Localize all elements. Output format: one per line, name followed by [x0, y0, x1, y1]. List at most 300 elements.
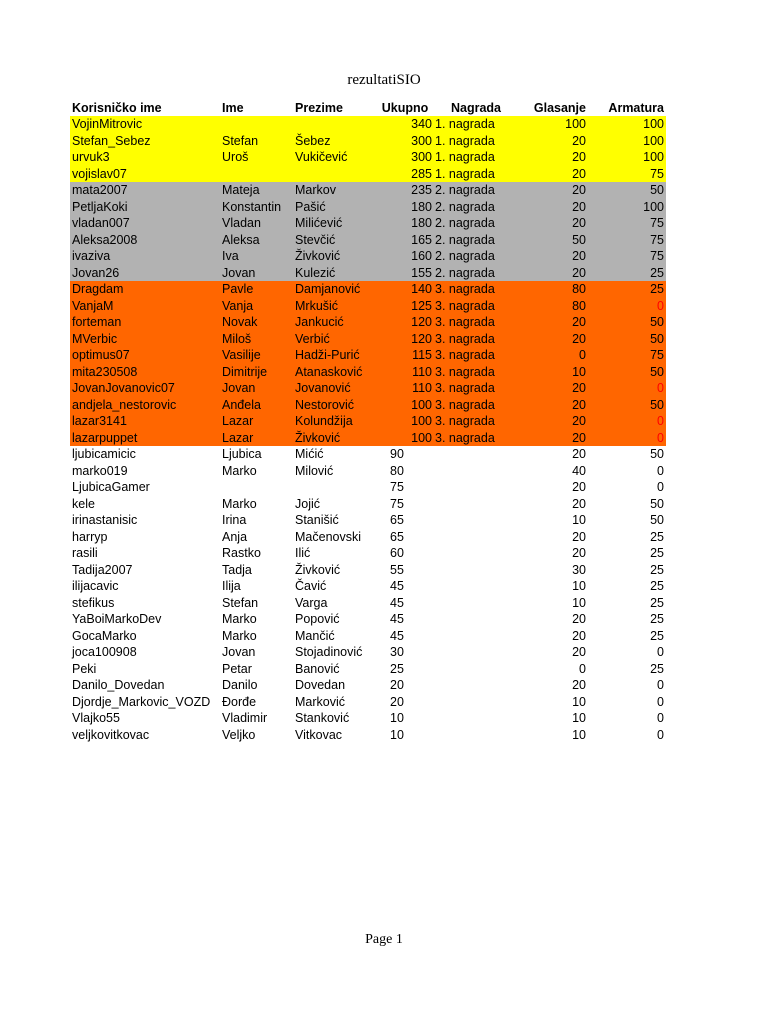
- cell-last-name: Damjanović: [293, 281, 376, 298]
- cell-first-name: Marko: [222, 612, 257, 626]
- cell-last-name: Stojadinović: [295, 645, 363, 659]
- cell-voting: 0: [516, 347, 588, 364]
- cell-username: GocaMarko: [72, 628, 137, 643]
- cell-armature: 25: [650, 628, 664, 643]
- cell-first-name: Ilija: [222, 579, 241, 593]
- cell-award: [434, 479, 516, 496]
- cell-last-name: Jojić: [295, 496, 321, 511]
- cell-username: PetljaKoki: [70, 199, 220, 216]
- header-username: Korisničko ime: [72, 100, 162, 115]
- cell-first-name: Lazar: [220, 413, 293, 430]
- cell-last-name: Banović: [295, 661, 340, 676]
- cell-voting: 20: [516, 215, 588, 232]
- cell-first-name: Jovan: [222, 645, 256, 659]
- cell-voting: 10: [572, 694, 586, 709]
- cell-first-name: Marko: [222, 496, 257, 511]
- cell-username: urvuk3: [70, 149, 220, 166]
- cell-total: 140: [376, 281, 434, 298]
- cell-award: 2. nagrada: [434, 265, 516, 282]
- cell-last-name: Pašić: [293, 199, 376, 216]
- cell-last-name: [293, 479, 376, 496]
- cell-voting: 20: [572, 546, 586, 560]
- cell-username: JovanJovanovic07: [70, 380, 220, 397]
- cell-award: 3. nagrada: [434, 331, 516, 348]
- cell-username: joca100908: [72, 645, 137, 659]
- cell-award: 3. nagrada: [434, 364, 516, 381]
- cell-voting: 50: [516, 232, 588, 249]
- table-row: [70, 562, 666, 579]
- cell-first-name: Pavle: [220, 281, 293, 298]
- cell-username: YaBoiMarkoDev: [72, 612, 162, 626]
- cell-first-name: Jovan: [220, 265, 293, 282]
- cell-voting: 20: [516, 413, 588, 430]
- cell-armature: 0: [657, 678, 664, 692]
- cell-username: lazar3141: [70, 413, 220, 430]
- cell-award: 3. nagrada: [434, 281, 516, 298]
- cell-armature: 0: [657, 711, 664, 725]
- cell-award: [434, 529, 516, 546]
- cell-award: [434, 694, 516, 711]
- cell-armature: 75: [588, 347, 666, 364]
- cell-armature: 50: [650, 447, 664, 461]
- cell-last-name: Milićević: [293, 215, 376, 232]
- table-row: [70, 694, 666, 711]
- header-voting: Glasanje: [533, 100, 586, 115]
- cell-username: kele: [72, 496, 95, 511]
- cell-award: 3. nagrada: [434, 380, 516, 397]
- cell-armature: 25: [650, 595, 664, 610]
- cell-username: Vlajko55: [72, 711, 120, 725]
- cell-voting: 0: [579, 661, 586, 676]
- cell-username: lazarpuppet: [70, 430, 220, 447]
- cell-armature: 50: [588, 397, 666, 414]
- cell-award: [434, 562, 516, 579]
- table-row: [70, 116, 666, 133]
- cell-voting: 20: [516, 248, 588, 265]
- cell-award: 2. nagrada: [434, 182, 516, 199]
- cell-last-name: Verbić: [293, 331, 376, 348]
- cell-armature: 25: [650, 562, 664, 577]
- cell-first-name: Mateja: [220, 182, 293, 199]
- cell-last-name: Mančić: [295, 628, 335, 643]
- cell-voting: 80: [516, 298, 588, 315]
- cell-award: 1. nagrada: [434, 149, 516, 166]
- cell-total: 20: [390, 678, 404, 692]
- cell-award: [434, 727, 516, 744]
- cell-total: 120: [376, 331, 434, 348]
- table-row: [70, 199, 666, 216]
- cell-last-name: Vitkovac: [295, 727, 343, 742]
- cell-last-name: Živković: [293, 248, 376, 265]
- cell-award: 3. nagrada: [434, 397, 516, 414]
- header-award: Nagrada: [450, 100, 502, 115]
- cell-last-name: Hadži-Purić: [293, 347, 376, 364]
- cell-first-name: Vladimir: [222, 711, 268, 725]
- table-row: [70, 529, 666, 546]
- cell-voting: 20: [516, 397, 588, 414]
- cell-voting: 10: [572, 513, 586, 527]
- cell-first-name: Đorđe: [222, 694, 257, 709]
- table-row: [70, 314, 666, 331]
- cell-total: 160: [376, 248, 434, 265]
- table-row: [70, 397, 666, 414]
- cell-total: 45: [390, 595, 404, 610]
- results-table: [70, 98, 666, 743]
- cell-last-name: Nestorović: [293, 397, 376, 414]
- cell-award: 3. nagrada: [434, 347, 516, 364]
- cell-username: rasili: [72, 546, 98, 560]
- cell-username: vojislav07: [70, 166, 220, 183]
- cell-last-name: Živković: [293, 430, 376, 447]
- table-row: [70, 331, 666, 348]
- cell-award: 3. nagrada: [434, 413, 516, 430]
- cell-total: 100: [376, 397, 434, 414]
- cell-voting: 40: [572, 463, 586, 478]
- cell-first-name: Stefan: [220, 133, 293, 150]
- cell-first-name: Anđela: [220, 397, 293, 414]
- cell-award: 3. nagrada: [434, 298, 516, 315]
- cell-armature: 0: [657, 480, 664, 494]
- cell-last-name: Jovanović: [293, 380, 376, 397]
- cell-armature: 25: [650, 579, 664, 593]
- cell-last-name: Čavić: [295, 579, 327, 593]
- cell-voting: 10: [572, 595, 586, 610]
- cell-username: optimus07: [70, 347, 220, 364]
- cell-award: [434, 578, 516, 595]
- cell-username: Dragdam: [70, 281, 220, 298]
- cell-username: Danilo_Dovedan: [72, 678, 165, 692]
- cell-armature: 100: [588, 149, 666, 166]
- cell-total: 125: [376, 298, 434, 315]
- cell-armature: 50: [650, 513, 664, 527]
- cell-last-name: Stanković: [295, 711, 350, 725]
- cell-total: 75: [390, 480, 404, 494]
- cell-first-name: Uroš: [220, 149, 293, 166]
- cell-total: 55: [390, 562, 404, 577]
- cell-first-name: Iva: [220, 248, 293, 265]
- document-title: rezultatiSIO: [347, 72, 421, 88]
- cell-armature: 0: [657, 463, 664, 478]
- cell-award: 1. nagrada: [434, 133, 516, 150]
- cell-armature: 50: [588, 314, 666, 331]
- cell-armature: 25: [650, 529, 664, 544]
- table-row: [70, 628, 666, 645]
- header-total: Ukupno: [381, 100, 429, 115]
- cell-last-name: Markov: [293, 182, 376, 199]
- table-row: [70, 463, 666, 480]
- cell-voting: 20: [516, 199, 588, 216]
- table-row: [70, 149, 666, 166]
- cell-username: Djordje_Markovic_VOZD: [72, 694, 211, 709]
- cell-first-name: Jovan: [220, 380, 293, 397]
- cell-armature: 0: [657, 727, 664, 742]
- table-row: [70, 430, 666, 447]
- cell-first-name: Stefan: [222, 595, 259, 610]
- cell-total: 300: [376, 149, 434, 166]
- cell-armature: 75: [588, 215, 666, 232]
- table-row: [70, 298, 666, 315]
- cell-voting: 20: [516, 149, 588, 166]
- cell-last-name: Živković: [295, 562, 341, 577]
- cell-armature: 100: [588, 116, 666, 133]
- header-first-name: Ime: [222, 100, 244, 115]
- cell-first-name: Vanja: [220, 298, 293, 315]
- cell-armature: 25: [650, 612, 664, 626]
- cell-total: 100: [376, 430, 434, 447]
- table-row: [70, 133, 666, 150]
- cell-voting: 20: [516, 265, 588, 282]
- cell-award: [434, 545, 516, 562]
- table-row: [70, 644, 666, 661]
- cell-last-name: Dovedan: [295, 678, 346, 692]
- cell-voting: 20: [516, 133, 588, 150]
- cell-total: 45: [390, 612, 404, 626]
- cell-total: 20: [390, 694, 404, 709]
- cell-last-name: [293, 116, 376, 133]
- table-row: [70, 265, 666, 282]
- cell-username: harryp: [72, 529, 108, 544]
- table-row: [70, 413, 666, 430]
- cell-voting: 20: [572, 612, 586, 626]
- cell-last-name: Milović: [295, 463, 334, 478]
- cell-last-name: Mrkušić: [293, 298, 376, 315]
- cell-username: VojinMitrovic: [70, 116, 220, 133]
- cell-total: 110: [376, 380, 434, 397]
- cell-total: 120: [376, 314, 434, 331]
- cell-username: MVerbic: [70, 331, 220, 348]
- cell-username: irinastanisic: [72, 513, 138, 527]
- cell-voting: 20: [516, 380, 588, 397]
- cell-award: [434, 628, 516, 645]
- cell-award: 2. nagrada: [434, 199, 516, 216]
- cell-armature: 75: [588, 232, 666, 249]
- cell-armature: 25: [588, 281, 666, 298]
- cell-award: [434, 595, 516, 612]
- cell-first-name: Konstantin: [220, 199, 293, 216]
- cell-total: 110: [376, 364, 434, 381]
- cell-last-name: Mićić: [295, 447, 324, 461]
- table-row: [70, 248, 666, 265]
- cell-voting: 10: [572, 579, 586, 593]
- cell-armature: 0: [657, 645, 664, 659]
- cell-last-name: Vukičević: [293, 149, 376, 166]
- page-number: Page 1: [365, 932, 403, 947]
- cell-total: 65: [390, 513, 404, 527]
- cell-username: stefikus: [72, 595, 115, 610]
- cell-username: andjela_nestorovic: [70, 397, 220, 414]
- cell-first-name: Petar: [222, 661, 252, 676]
- cell-username: vladan007: [70, 215, 220, 232]
- cell-last-name: Popović: [295, 612, 340, 626]
- cell-voting: 20: [516, 314, 588, 331]
- cell-armature: 100: [588, 199, 666, 216]
- cell-voting: 80: [516, 281, 588, 298]
- cell-first-name: Irina: [222, 513, 247, 527]
- cell-total: 10: [390, 727, 404, 742]
- cell-first-name: Vladan: [220, 215, 293, 232]
- cell-first-name: Marko: [222, 463, 257, 478]
- cell-armature: 0: [588, 413, 666, 430]
- cell-armature: 75: [588, 166, 666, 183]
- cell-username: ivaziva: [70, 248, 220, 265]
- cell-last-name: Kulezić: [293, 265, 376, 282]
- cell-first-name: Tadja: [222, 562, 252, 577]
- cell-voting: 10: [572, 711, 586, 725]
- cell-voting: 20: [572, 645, 586, 659]
- cell-total: 285: [376, 166, 434, 183]
- cell-first-name: Miloš: [220, 331, 293, 348]
- cell-voting: 20: [516, 182, 588, 199]
- cell-first-name: Vasilije: [220, 347, 293, 364]
- table-row: [70, 512, 666, 529]
- cell-armature: 0: [657, 694, 664, 709]
- cell-first-name: Veljko: [222, 727, 256, 742]
- table-row: [70, 595, 666, 612]
- cell-first-name: Marko: [222, 628, 257, 643]
- cell-last-name: Šebez: [293, 133, 376, 150]
- cell-voting: 20: [572, 496, 586, 511]
- header-armature: Armatura: [608, 100, 664, 115]
- cell-total: 115: [376, 347, 434, 364]
- cell-voting: 20: [572, 529, 586, 544]
- cell-last-name: Stevčić: [293, 232, 376, 249]
- cell-username: veljkovitkovac: [72, 727, 150, 742]
- cell-total: 65: [390, 529, 404, 544]
- cell-first-name: Danilo: [222, 678, 258, 692]
- cell-award: 1. nagrada: [434, 116, 516, 133]
- table-row: [70, 446, 666, 463]
- cell-total: 90: [390, 447, 404, 461]
- cell-first-name: Ljubica: [222, 447, 262, 461]
- table-row: [70, 347, 666, 364]
- table-row: [70, 364, 666, 381]
- table-row: [70, 380, 666, 397]
- cell-voting: 20: [572, 678, 586, 692]
- table-row: [70, 166, 666, 183]
- table-row: [70, 479, 666, 496]
- cell-armature: 0: [588, 380, 666, 397]
- cell-total: 10: [390, 711, 404, 725]
- cell-award: 3. nagrada: [434, 314, 516, 331]
- cell-first-name: Rastko: [222, 546, 261, 560]
- cell-last-name: Stanišić: [295, 513, 339, 527]
- cell-total: 60: [390, 546, 404, 560]
- cell-total: 235: [376, 182, 434, 199]
- cell-last-name: Marković: [295, 694, 346, 709]
- cell-total: 340: [376, 116, 434, 133]
- cell-award: [434, 644, 516, 661]
- cell-last-name: Mačenovski: [295, 529, 361, 544]
- cell-voting: 20: [516, 166, 588, 183]
- cell-armature: 25: [650, 661, 664, 676]
- table-row: [70, 661, 666, 678]
- cell-last-name: Atanasković: [293, 364, 376, 381]
- cell-last-name: Kolundžija: [293, 413, 376, 430]
- cell-award: 2. nagrada: [434, 248, 516, 265]
- cell-armature: 50: [588, 182, 666, 199]
- cell-username: Aleksa2008: [70, 232, 220, 249]
- cell-username: forteman: [70, 314, 220, 331]
- table-row: [70, 578, 666, 595]
- cell-award: 2. nagrada: [434, 232, 516, 249]
- cell-voting: 20: [516, 430, 588, 447]
- table-row: [70, 281, 666, 298]
- cell-first-name: [220, 479, 293, 496]
- cell-first-name: Lazar: [220, 430, 293, 447]
- cell-award: [434, 463, 516, 480]
- cell-voting: 100: [516, 116, 588, 133]
- table-row: [70, 182, 666, 199]
- cell-first-name: Dimitrije: [220, 364, 293, 381]
- cell-armature: 25: [588, 265, 666, 282]
- cell-username: Stefan_Sebez: [70, 133, 220, 150]
- cell-last-name: [293, 166, 376, 183]
- cell-username: LjubicaGamer: [72, 480, 150, 494]
- table-row: [70, 545, 666, 562]
- cell-voting: 30: [572, 562, 586, 577]
- cell-first-name: [220, 116, 293, 133]
- cell-total: 180: [376, 215, 434, 232]
- cell-username: VanjaM: [70, 298, 220, 315]
- cell-award: [434, 496, 516, 513]
- cell-armature: 75: [588, 248, 666, 265]
- results-body: [70, 116, 666, 743]
- cell-voting: 20: [516, 331, 588, 348]
- header-row: [70, 98, 666, 116]
- cell-last-name: Jankucić: [293, 314, 376, 331]
- cell-first-name: Novak: [220, 314, 293, 331]
- cell-armature: 25: [650, 546, 664, 560]
- cell-username: Peki: [72, 661, 97, 676]
- cell-voting: 20: [572, 447, 586, 461]
- cell-voting: 10: [572, 727, 586, 742]
- cell-award: [434, 446, 516, 463]
- table-row: [70, 677, 666, 694]
- cell-last-name: Ilić: [295, 546, 311, 560]
- cell-total: 75: [390, 496, 404, 511]
- cell-total: 165: [376, 232, 434, 249]
- cell-first-name: [220, 166, 293, 183]
- cell-username: ilijacavic: [72, 579, 119, 593]
- cell-award: [434, 512, 516, 529]
- cell-last-name: Varga: [295, 595, 328, 610]
- table-row: [70, 727, 666, 744]
- cell-armature: 0: [588, 430, 666, 447]
- cell-total: 45: [390, 628, 404, 643]
- cell-total: 25: [390, 661, 404, 676]
- cell-username: Jovan26: [70, 265, 220, 282]
- cell-total: 300: [376, 133, 434, 150]
- cell-award: [434, 611, 516, 628]
- table-row: [70, 215, 666, 232]
- table-row: [70, 611, 666, 628]
- cell-total: 100: [376, 413, 434, 430]
- cell-first-name: Anja: [222, 529, 248, 544]
- cell-total: 45: [390, 579, 404, 593]
- cell-award: [434, 677, 516, 694]
- cell-first-name: Aleksa: [220, 232, 293, 249]
- cell-username: mita230508: [70, 364, 220, 381]
- cell-voting: 20: [572, 628, 586, 643]
- cell-award: [434, 661, 516, 678]
- table-row: [70, 496, 666, 513]
- cell-username: mata2007: [70, 182, 220, 199]
- cell-armature: 50: [588, 364, 666, 381]
- cell-total: 180: [376, 199, 434, 216]
- cell-armature: 0: [588, 298, 666, 315]
- cell-armature: 50: [588, 331, 666, 348]
- cell-username: Tadija2007: [72, 562, 133, 577]
